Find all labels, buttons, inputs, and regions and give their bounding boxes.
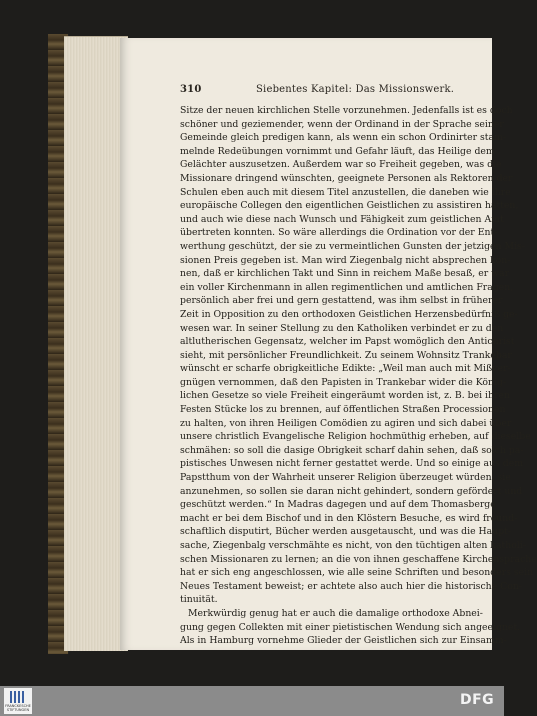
text-line: Festen Stücke los zu brennen, auf öffentlichen Straßen Processionen [180, 404, 506, 416]
dfg-logo: DFG [460, 692, 495, 708]
text-line: Neues Testament beweist; er achtete also auch hier die historische Con- [180, 580, 522, 592]
text-line: zu halten, von ihren Heiligen Comödien zu agiren und sich dabei über [180, 417, 512, 429]
text-line: geschützt werden.“ In Madras dagegen und auf dem Thomasberge [180, 499, 496, 511]
text-line: schen Missionaren zu lernen; an die von ihnen geschaffene Kirchensprache [180, 553, 537, 565]
text-line: Missionare dringend wünschten, geeignete Personen als Rektoren der [180, 172, 513, 184]
text-line: wesen war. In seiner Stellung zu den Katholiken verbindet er zu den [180, 322, 504, 334]
text-line: hat er sich eng angeschlossen, wie alle seine Schriften und besonders sein [180, 567, 534, 579]
text-line: europäische Collegen den eigentlichen Geistlichen zu assistiren hatten, [180, 200, 519, 212]
logo-caption: FRANCKESCHE STIFTUNGEN [5, 704, 31, 712]
text-line: und auch wie diese nach Wunsch und Fähigkeit zum geistlichen Amt [180, 213, 504, 225]
logo-bars-icon [10, 691, 26, 703]
text-line: gung gegen Collekten mit einer pietistischen Wendung sich angeeignet. [180, 621, 521, 633]
text-line: unsere christlich Evangelische Religion hochmüthig erheben, auf dieselbe [180, 431, 531, 443]
text-line: sionen Preis gegeben ist. Man wird Ziegenbalg nicht absprechen kön- [180, 254, 511, 266]
text-line: übertreten konnten. So wäre allerdings die Ordination vor der Ent- [180, 227, 498, 239]
text-line: Als in Hamburg vornehme Glieder der Geistlichen sich zur Einsamm- [180, 635, 507, 647]
text-line: Zeit in Opposition zu den orthodoxen Geistlichen Herzensbedürfniß ge- [180, 308, 518, 320]
text-line: persönlich aber frei und gern gestattend, was ihm selbst in früherer [180, 295, 503, 307]
text-line: Gelächter auszusetzen. Außerdem war so Freiheit gegeben, was die [180, 159, 502, 171]
text-line: Papstthum von der Wahrheit unserer Religion überzeuget würden, sie [180, 472, 511, 484]
text-line: pistisches Unwesen nicht ferner gestattet werde. Und so einige aus dem [180, 458, 524, 470]
page-edges [64, 36, 128, 651]
text-line: macht er bei dem Bischof und in den Klöstern Besuche, es wird freund- [180, 512, 518, 524]
text-line: Gemeinde gleich predigen kann, als wenn ein schon Ordinirter stam- [180, 132, 507, 144]
text-line: Merkwürdig genug hat er auch die damalige orthodoxe Abnei- [188, 607, 483, 619]
text-line: schöner und geziemender, wenn der Ordinand in der Sprache seiner [180, 118, 504, 130]
text-line: ein voller Kirchenmann in allen regimentlichen und amtlichen Fragen, [180, 281, 514, 293]
text-line: sache, Ziegenbalg verschmähte es nicht, von den tüchtigen alten katholi- [180, 540, 526, 551]
text-line: sieht, mit persönlicher Freundlichkeit. Zu seinem Wohnsitz Trankebar [180, 349, 512, 361]
text-line: melnde Redeübungen vornimmt und Gefahr läuft, das Heilige dem [180, 145, 495, 157]
text-line: Sitze der neuen kirchlichen Stelle vorzunehmen. Jedenfalls ist es doch [180, 105, 513, 116]
running-head [180, 84, 486, 98]
text-line: tinuität. [180, 594, 218, 606]
text-line: wünscht er scharfe obrigkeitliche Edikte: „Weil man auch mit Mißver- [180, 363, 511, 375]
text-line: gnügen vernommen, daß den Papisten in Trankebar wider die König- [180, 376, 507, 388]
francke-logo-icon [4, 688, 32, 714]
text-line: schaftlich disputirt, Bücher werden ausgetauscht, und was die Haupt- [180, 526, 512, 538]
page-number: 310 [180, 84, 202, 95]
chapter-title: Siebentes Kapitel: Das Missionswerk. [256, 84, 455, 95]
text-line: nen, daß er kirchlichen Takt und Sinn in reichem Maße besaß, er war [180, 268, 510, 280]
viewer-footer [0, 686, 504, 716]
text-line: werthung geschützt, der sie zu vermeintlichen Gunsten der jetzigen Mis- [180, 240, 525, 252]
text-line: lichen Gesetze so viele Freiheit eingeräumt worden ist, z. B. bei ihren [180, 390, 510, 402]
body-text [180, 104, 537, 648]
text-line: altlutherischen Gegensatz, welcher im Papst womöglich den Antichrist [180, 336, 515, 348]
text-line: Schulen eben auch mit diesem Titel anzustellen, die daneben wie ihre [180, 186, 511, 198]
text-line: anzunehmen, so sollen sie daran nicht gehindert, sondern gefördert und [180, 485, 523, 497]
text-line: schmähen: so soll die dasige Obrigkeit scharf dahin sehen, daß solch pa- [180, 444, 524, 456]
